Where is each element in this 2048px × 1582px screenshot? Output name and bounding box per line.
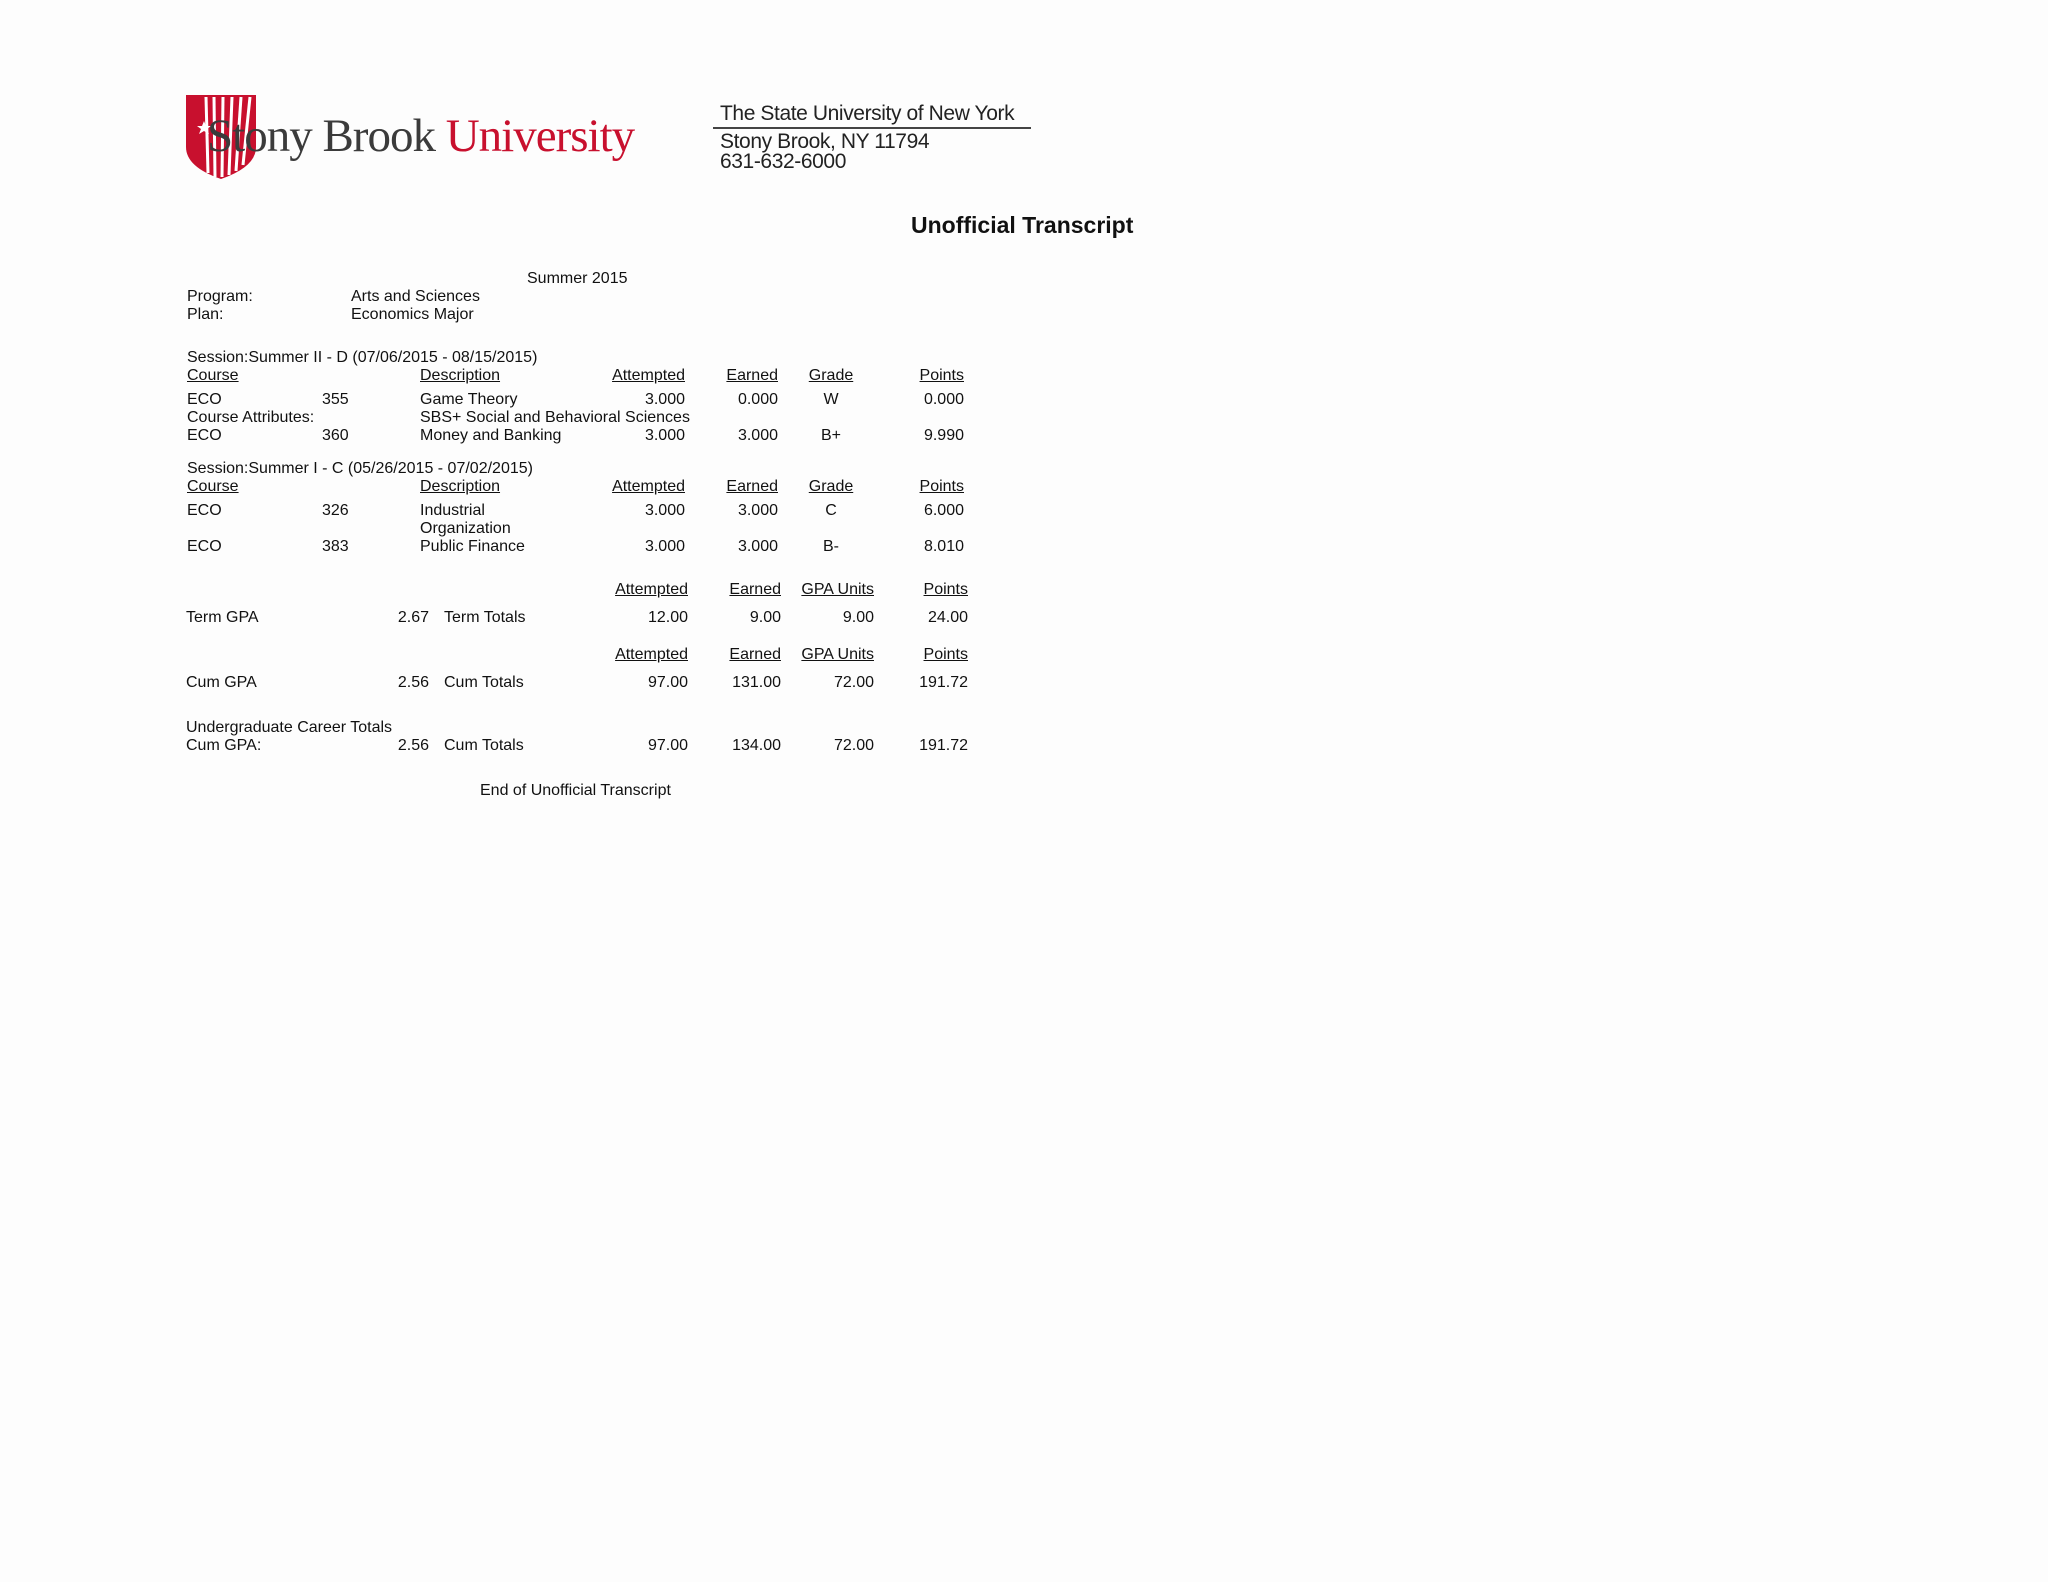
program-label: Program: xyxy=(187,288,253,305)
course-grade: C xyxy=(825,502,837,519)
column-header-earned: Earned xyxy=(726,367,778,384)
course-earned: 3.000 xyxy=(737,538,778,555)
column-header-grade: Grade xyxy=(808,478,854,495)
course-subject: ECO xyxy=(187,427,222,444)
course-attempted: 3.000 xyxy=(644,391,685,408)
course-grade: B- xyxy=(823,538,839,555)
course-attempted: 3.000 xyxy=(644,427,685,444)
end-of-transcript: End of Unofficial Transcript xyxy=(480,782,671,799)
column-header-earned: Earned xyxy=(726,478,778,495)
career-attempted: 97.00 xyxy=(647,737,688,754)
course-number: 360 xyxy=(322,427,349,444)
course-earned: 3.000 xyxy=(737,502,778,519)
session-title: Session:Summer II - D (07/06/2015 - 08/15/2015) xyxy=(187,349,538,366)
term-totals-label: Term Totals xyxy=(444,609,526,626)
term-earned: 9.00 xyxy=(749,609,781,626)
brand-wordmark xyxy=(207,108,634,164)
course-earned: 3.000 xyxy=(737,427,778,444)
course-description: Game Theory xyxy=(420,391,518,408)
session-title: Session:Summer I - C (05/26/2015 - 07/02/2015) xyxy=(187,460,533,477)
totals-header-attempted: Attempted xyxy=(615,646,688,663)
totals-header-gpa-units: GPA Units xyxy=(801,581,874,598)
course-number: 355 xyxy=(322,391,349,408)
course-subject: ECO xyxy=(187,538,222,555)
term-label: Summer 2015 xyxy=(527,270,628,287)
career-points: 191.72 xyxy=(919,737,968,754)
course-subject: ECO xyxy=(187,502,222,519)
header-divider xyxy=(713,127,1031,129)
course-number: 326 xyxy=(322,502,349,519)
course-points: 0.000 xyxy=(923,391,964,408)
course-grade: B+ xyxy=(820,427,841,444)
course-points: 6.000 xyxy=(923,502,964,519)
course-attributes-label: Course Attributes: xyxy=(187,409,315,426)
state-university-line: The State University of New York xyxy=(720,102,1015,125)
cum-points: 191.72 xyxy=(919,674,968,691)
term-points: 24.00 xyxy=(927,609,968,626)
term-gpa-value: 2.67 xyxy=(397,609,429,626)
term-gpa-units: 9.00 xyxy=(842,609,874,626)
totals-header-gpa-units: GPA Units xyxy=(801,646,874,663)
course-attempted: 3.000 xyxy=(644,538,685,555)
phone-line: 631-632-6000 xyxy=(720,150,846,173)
cum-gpa-units: 72.00 xyxy=(833,674,874,691)
brand-primary: Stony Brook xyxy=(207,110,435,162)
plan-label: Plan: xyxy=(187,306,224,323)
cum-totals-label: Cum Totals xyxy=(444,674,524,691)
career-earned: 134.00 xyxy=(732,737,781,754)
column-header-course: Course xyxy=(187,367,239,384)
address-line: Stony Brook, NY 11794 xyxy=(720,130,930,153)
column-header-grade: Grade xyxy=(808,367,854,384)
course-attributes-value: SBS+ Social and Behavioral Sciences xyxy=(420,409,690,426)
career-gpa-label: Cum GPA: xyxy=(186,737,262,754)
course-subject: ECO xyxy=(187,391,222,408)
course-description: Industrial xyxy=(420,502,485,519)
term-attempted: 12.00 xyxy=(647,609,688,626)
column-header-description: Description xyxy=(420,367,501,384)
career-gpa-value: 2.56 xyxy=(397,737,429,754)
document-title: Unofficial Transcript xyxy=(911,212,1134,238)
column-header-points: Points xyxy=(919,367,964,384)
totals-header-earned: Earned xyxy=(729,646,781,663)
course-description-continued: Organization xyxy=(420,520,511,537)
cum-earned: 131.00 xyxy=(732,674,781,691)
program-value: Arts and Sciences xyxy=(351,288,480,305)
brand-secondary: University xyxy=(445,110,635,162)
career-totals-label: Cum Totals xyxy=(444,737,524,754)
totals-header-attempted: Attempted xyxy=(615,581,688,598)
course-description: Money and Banking xyxy=(420,427,562,444)
column-header-course: Course xyxy=(187,478,239,495)
term-gpa-label: Term GPA xyxy=(186,609,259,626)
cum-gpa-value: 2.56 xyxy=(397,674,429,691)
course-points: 9.990 xyxy=(923,427,964,444)
column-header-points: Points xyxy=(919,478,964,495)
plan-value: Economics Major xyxy=(351,306,474,323)
totals-header-points: Points xyxy=(923,646,968,663)
course-points: 8.010 xyxy=(923,538,964,555)
course-description: Public Finance xyxy=(420,538,525,555)
career-heading: Undergraduate Career Totals xyxy=(186,719,393,736)
column-header-attempted: Attempted xyxy=(612,367,685,384)
totals-header-earned: Earned xyxy=(729,581,781,598)
course-earned: 0.000 xyxy=(737,391,778,408)
cum-gpa-label: Cum GPA xyxy=(186,674,257,691)
course-grade: W xyxy=(823,391,839,408)
column-header-description: Description xyxy=(420,478,501,495)
totals-header-points: Points xyxy=(923,581,968,598)
career-gpa-units: 72.00 xyxy=(833,737,874,754)
course-number: 383 xyxy=(322,538,349,555)
cum-attempted: 97.00 xyxy=(647,674,688,691)
course-attempted: 3.000 xyxy=(644,502,685,519)
column-header-attempted: Attempted xyxy=(612,478,685,495)
